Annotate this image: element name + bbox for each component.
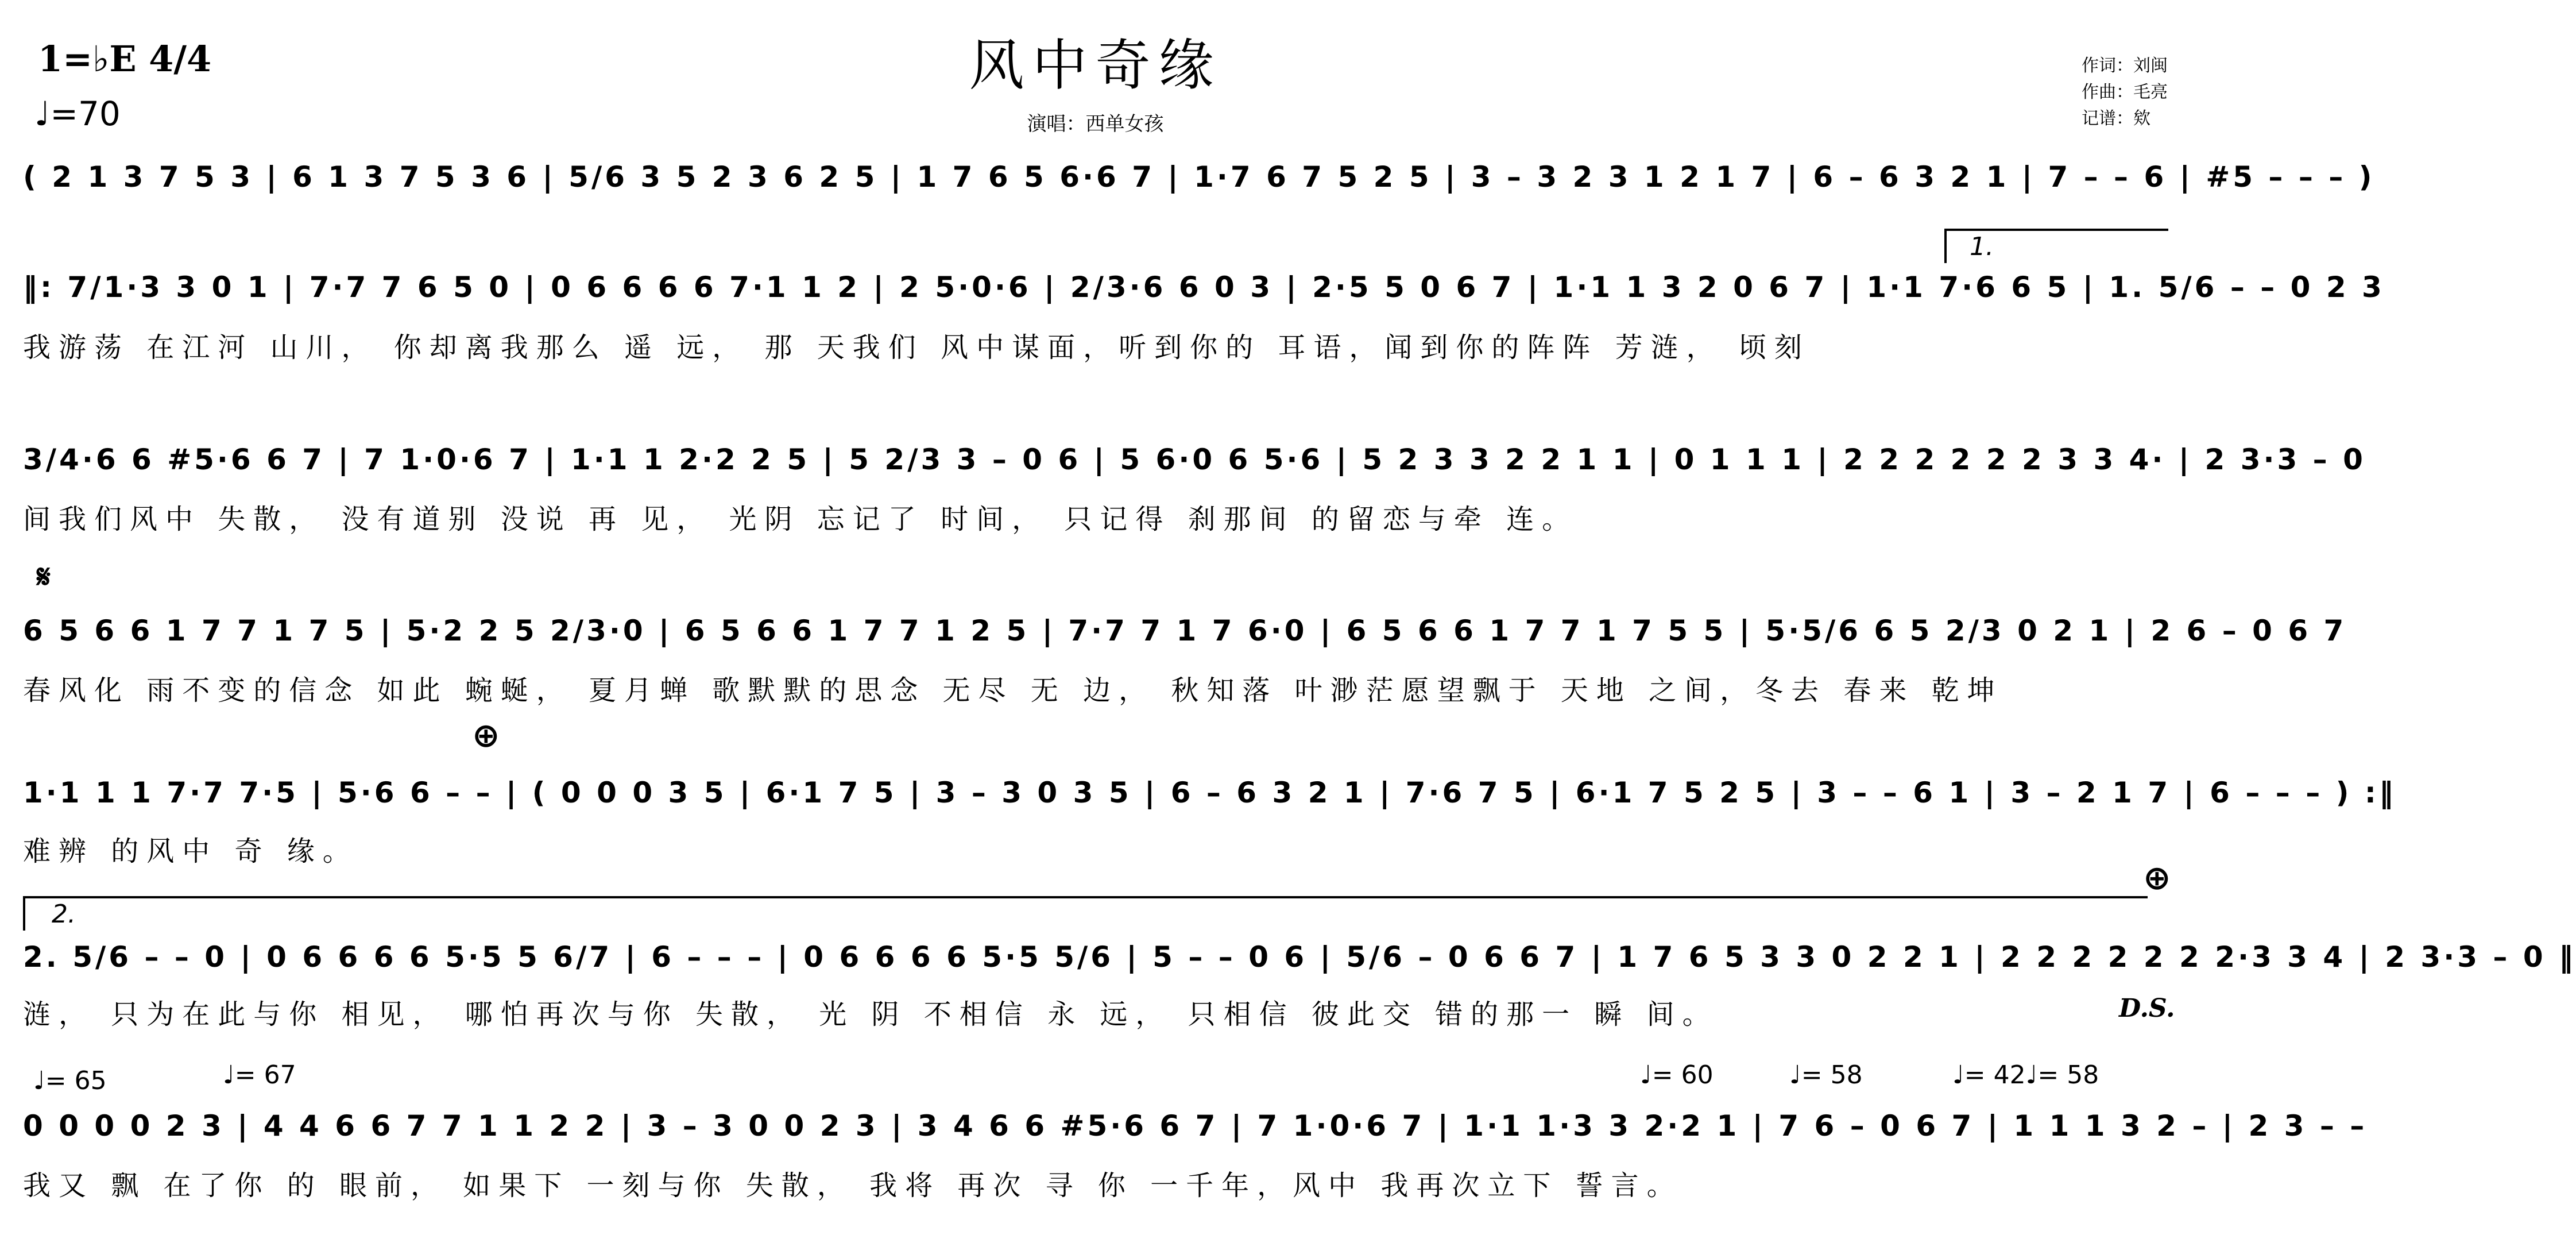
notation-line-5: 1·1 1 1 7·7 7·5 | 5·6 6 – – | ( 0 0 0 3 5 | 6·1 7 5 | 3 – 3 0 3 5 | 6 – 6 3 2 1 | 7·6 7 5 | 6·1 7 5 2 5 | 3 – – 6 1 | 3 – 2 1 7 | 6 – – – ) :‖ xyxy=(23,776,2396,809)
composer-credit: 作曲：毛亮 xyxy=(2082,82,2168,102)
tempo-change-42-58: ♩= 42♩= 58 xyxy=(1952,1060,2099,1090)
volta-2-bracket xyxy=(23,896,2148,898)
volta-2-bracket-side xyxy=(23,896,25,931)
tempo-change-65: ♩= 65 xyxy=(33,1066,107,1095)
coda-sign: ⊕ xyxy=(472,716,500,755)
tempo-change-60: ♩= 60 xyxy=(1640,1060,1714,1090)
singer-line: 演唱：西单女孩 xyxy=(1027,113,1164,136)
key-signature: 1=♭E 4/4 xyxy=(38,38,212,80)
song-title: 风中奇缘 xyxy=(969,33,1222,98)
notation-line-4: 6 5 6 6 1 7 7 1 7 5 | 5·2 2 5 2/3·0 | 6 5 6 6 1 7 7 1 2 5 | 7·7 7 1 7 6·0 | 6 5 6 6 1 7 7 1 7 5 5 | 5·5/6 6 5 2/3 0 2 1 | 2 6 – 0 6 7 xyxy=(23,614,2347,647)
lyricist-credit: 作词：刘闽 xyxy=(2082,56,2168,76)
volta-1-label: 1. xyxy=(1970,232,1994,261)
notation-line-3: 3/4·6 6 #5·6 6 7 | 7 1·0·6 7 | 1·1 1 2·2 2 5 | 5 2/3 3 – 0 6 | 5 6·0 6 5·6 | 5 2 3 3 2 2 1 1 | 0 1 1 1 | 2 2 2 2 2 2 3 3 4· | 2 3·3 – 0 xyxy=(23,443,2366,476)
lyric-line-2: 我游荡 在江河 山川， 你却离我那么 遥 远， 那 天我们 风中谋面，听到你的 耳语，闻到你的阵阵 芳涟， 顷刻 xyxy=(23,331,1810,364)
lyric-line-4: 春风化 雨不变的信念 如此 蜿蜒， 夏月蝉 歌默默的思念 无尽 无 边， 秋知落 叶渺茫愿望飘于 天地 之间，冬去 春来 乾坤 xyxy=(23,674,2003,707)
volta-1-bracket-side xyxy=(1944,229,1947,263)
lyric-line-6: 涟， 只为在此与你 相见， 哪怕再次与你 失散， 光 阴 不相信 永 远， 只相信 彼此交 错的那一 瞬 间。 xyxy=(23,998,1718,1031)
dal-segno-mark: D.S. xyxy=(2119,994,2175,1023)
credits-block xyxy=(2082,53,2168,132)
notation-line-1: ( 2 1 3 7 5 3 | 6 1 3 7 5 3 6 | 5/6 3 5 2 3 6 2 5 | 1 7 6 5 6·6 7 | 1·7 6 7 5 2 5 | 3 – 3 2 3 1 2 1 7 | 6 – 6 3 2 1 | 7 – – 6 | #5 – – – ) xyxy=(23,160,2375,194)
tempo-marking: ♩=70 xyxy=(34,94,121,133)
lyric-line-7: 我又 飘 在了你 的 眼前， 如果下 一刻与你 失散， 我将 再次 寻 你 一千年，风中 我再次立下 誓言。 xyxy=(23,1170,1682,1202)
volta-1-bracket xyxy=(1944,229,2168,231)
notation-line-7: 0 0 0 0 2 3 | 4 4 6 6 7 7 1 1 2 2 | 3 – 3 0 0 2 3 | 3 4 6 6 #5·6 6 7 | 7 1·0·6 7 | 1·1 1·3 3 2·2 1 | 7 6 – 0 6 7 | 1 1 1 3 2 – | 2 3 – – xyxy=(23,1109,2368,1143)
notation-line-6: 2. 5/6 – – 0 | 0 6 6 6 6 5·5 5 6/7 | 6 – – – | 0 6 6 6 6 5·5 5/6 | 5 – – 0 6 | 5/6 – 0 6 6 7 | 1 7 6 5 3 3 0 2 2 1 | 2 2 2 2 2 2 2·3 3 4 | 2 3·3 – 0 ‖ xyxy=(23,940,2576,974)
segno-sign: 𝄋 xyxy=(37,558,51,596)
tempo-change-67: ♩= 67 xyxy=(223,1060,296,1090)
notation-line-2: ‖: 7/1·3 3 0 1 | 7·7 7 6 5 0 | 0 6 6 6 6 7·1 1 2 | 2 5·0·6 | 2/3·6 6 0 3 | 2·5 5 0 6 7 | 1·1 1 3 2 0 6 7 | 1·1 7·6 6 5 | 1. 5/6 – – 0 2 3 xyxy=(23,271,2385,304)
coda-sign-2: ⊕ xyxy=(2143,858,2171,897)
lyric-line-3: 间我们风中 失散， 没有道别 没说 再 见， 光阴 忘记了 时间， 只记得 刹那间 的留恋与牵 连。 xyxy=(23,503,1578,535)
volta-2-label: 2. xyxy=(52,900,76,929)
lyric-line-5: 难辨 的风中 奇 缘。 xyxy=(23,835,358,867)
transcriber-credit: 记谱：欸 xyxy=(2082,109,2150,129)
tempo-change-58: ♩= 58 xyxy=(1789,1060,1863,1090)
